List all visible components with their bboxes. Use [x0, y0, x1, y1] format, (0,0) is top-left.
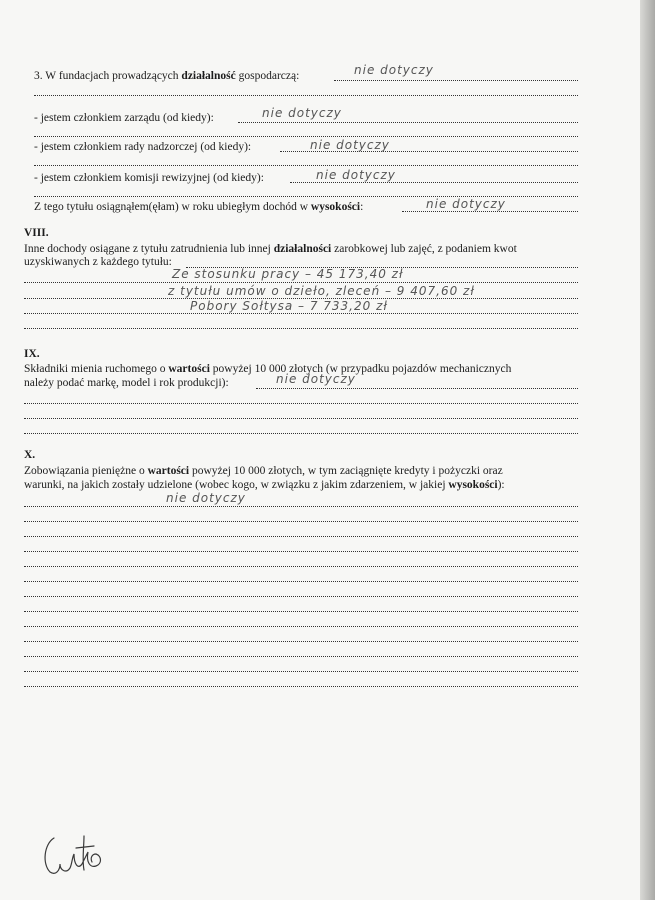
dotted-line [290, 182, 578, 183]
dotted-line [34, 95, 578, 96]
income-entry-3: Pobory Sołtysa – 7 733,20 zł [190, 299, 388, 313]
dotted-line [24, 641, 578, 642]
dotted-line [24, 596, 578, 597]
dotted-line [24, 551, 578, 552]
dotted-line [24, 313, 578, 314]
supervisory-member-label: - jestem członkiem rady nadzorczej (od kiedy): [34, 141, 252, 153]
section-viii-line2: uzyskiwanych z każdego tytułu: [24, 256, 172, 268]
dotted-line [24, 282, 578, 283]
dotted-line [402, 211, 578, 212]
dotted-line [34, 165, 578, 166]
foundations-answer: nie dotyczy [354, 63, 434, 77]
dotted-line [24, 626, 578, 627]
dotted-line [256, 388, 578, 389]
dotted-line [24, 506, 578, 507]
dotted-line [24, 566, 578, 567]
dotted-line [24, 433, 578, 434]
section-x-line2: warunki, na jakich zostały udzielone (wobec kogo, w związku z jakim zdarzeniem, w jakiej wysokości): [24, 479, 505, 491]
audit-member-label: - jestem członkiem komisji rewizyjnej (od kiedy): [34, 172, 264, 184]
dotted-line [238, 122, 578, 123]
income-answer: nie dotyczy [426, 197, 506, 211]
dotted-line [24, 521, 578, 522]
section-x-line1: Zobowiązania pieniężne o wartości powyżej 10 000 złotych, w tym zaciągnięte kredyty i pożyczki oraz [24, 465, 503, 477]
dotted-line [24, 581, 578, 582]
section-viii-heading: VIII. [24, 227, 49, 239]
movable-property-answer: nie dotyczy [276, 372, 356, 386]
dotted-line [24, 403, 578, 404]
dotted-line [24, 656, 578, 657]
dotted-line [24, 686, 578, 687]
supervisory-member-answer: nie dotyczy [310, 138, 390, 152]
section-ix-line2: należy podać markę, model i rok produkcji): [24, 377, 229, 389]
dotted-line [334, 80, 578, 81]
board-member-answer: nie dotyczy [262, 106, 342, 120]
dotted-line [24, 611, 578, 612]
dotted-line [24, 328, 578, 329]
income-entry-2: z tytułu umów o dzieło, zleceń – 9 407,60 zł [168, 284, 475, 298]
page-edge-shadow [640, 0, 655, 900]
board-member-label: - jestem członkiem zarządu (od kiedy): [34, 112, 214, 124]
handwritten-signature [40, 830, 120, 880]
dotted-line [34, 136, 578, 137]
foundations-label: 3. W fundacjach prowadzących działalność gospodarczą: [34, 70, 300, 82]
income-label: Z tego tytułu osiągnąłem(ęłam) w roku ubiegłym dochód w wysokości: [34, 201, 364, 213]
audit-member-answer: nie dotyczy [316, 168, 396, 182]
section-ix-heading: IX. [24, 348, 40, 360]
section-ix-line1: Składniki mienia ruchomego o wartości powyżej 10 000 złotych (w przypadku pojazdów mechanicznych [24, 363, 512, 375]
section-x-heading: X. [24, 449, 36, 461]
liabilities-answer: nie dotyczy [166, 491, 246, 505]
section-viii-line1: Inne dochody osiągane z tytułu zatrudnienia lub innej działalności zarobkowej lub zajęć, z podaniem kwot [24, 243, 517, 255]
dotted-line [24, 536, 578, 537]
dotted-line [24, 418, 578, 419]
dotted-line [24, 671, 578, 672]
income-entry-1: Ze stosunku pracy – 45 173,40 zł [172, 267, 404, 281]
